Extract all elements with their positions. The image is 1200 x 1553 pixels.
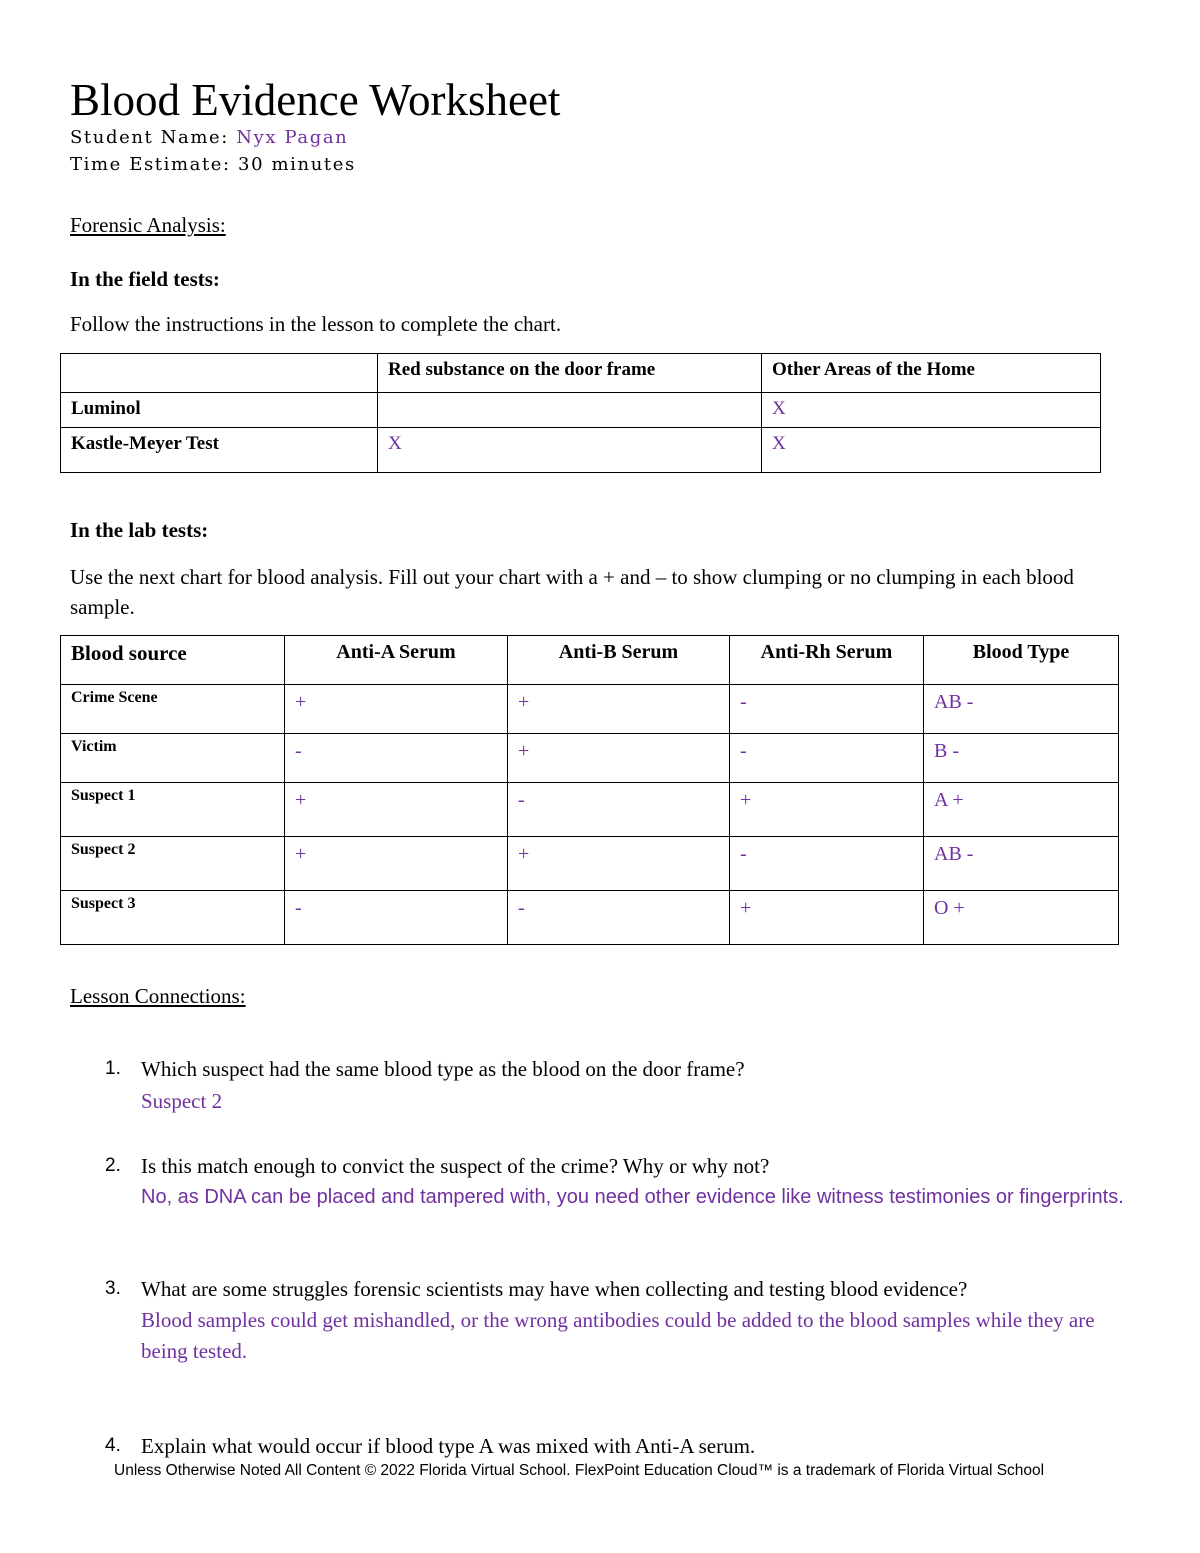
anti-b-value: - [508,783,730,837]
table-row [61,783,1119,837]
table-row [61,837,1119,891]
anti-rh-value: - [730,734,924,783]
kastle-meyer-other-areas-cell: X [762,428,1101,473]
kastle-meyer-door-frame-cell: X [378,428,762,473]
anti-a-value: + [285,685,508,734]
anti-rh-value: + [730,891,924,945]
field-header-blank [61,354,378,393]
answer-text: Blood samples could get mishandled, or the wrong antibodies could be added to the blood samples while they are being tested. [141,1308,1095,1363]
anti-rh-value: - [730,685,924,734]
source-victim: Victim [61,734,285,783]
answer-text: Suspect 2 [141,1089,223,1113]
anti-a-value: + [285,837,508,891]
anti-a-value: - [285,891,508,945]
table-row [61,685,1119,734]
source-suspect-1: Suspect 1 [61,783,285,837]
blood-type-value: AB - [924,837,1119,891]
question-text: Is this match enough to convict the suspect of the crime? Why or why not? [141,1154,770,1178]
field-tests-heading: In the field tests: [70,267,220,291]
anti-a-value: + [285,783,508,837]
field-header-door-frame: Red substance on the door frame [378,354,762,393]
header-anti-a: Anti-A Serum [285,636,508,685]
table-row [61,734,1119,783]
field-instructions: Follow the instructions in the lesson to complete the chart. [70,312,562,336]
anti-a-value: - [285,734,508,783]
blood-type-value: B - [924,734,1119,783]
student-name-line [70,127,348,148]
student-name-label: Student Name: [70,127,229,148]
blood-type-value: O + [924,891,1119,945]
anti-b-value: - [508,891,730,945]
forensic-analysis-heading: Forensic Analysis: [70,213,226,237]
question-number: 4. [105,1435,121,1456]
question-text: What are some struggles forensic scientists may have when collecting and testing blood evidence? [141,1277,968,1301]
header-blood-type: Blood Type [924,636,1119,685]
table-row [61,393,1101,428]
field-table-header-row [61,354,1101,393]
header-anti-b: Anti-B Serum [508,636,730,685]
answer-text: No, as DNA can be placed and tampered with, you need other evidence like witness testimonies or fingerprints. [141,1186,1124,1208]
question-text: Which suspect had the same blood type as the blood on the door frame? [141,1057,745,1081]
anti-b-value: + [508,734,730,783]
source-suspect-2: Suspect 2 [61,837,285,891]
page-title: Blood Evidence Worksheet [70,75,561,125]
lab-tests-heading: In the lab tests: [70,518,209,542]
lab-instructions: Use the next chart for blood analysis. Fill out your chart with a + and – to show clumping or no clumping in each blood sample. [70,565,1074,619]
anti-b-value: + [508,837,730,891]
question-number: 2. [105,1155,121,1176]
header-blood-source: Blood source [61,636,285,685]
field-header-other-areas: Other Areas of the Home [762,354,1101,393]
source-suspect-3: Suspect 3 [61,891,285,945]
copyright-footer: Unless Otherwise Noted All Content © 2022 Florida Virtual School. FlexPoint Education Cloud™ is a trademark of Florida Virtual School [114,1462,1045,1479]
question-text: Explain what would occur if blood type A was mixed with Anti-A serum. [141,1434,756,1458]
luminol-door-frame-cell [378,393,762,428]
row-label-luminol: Luminol [61,393,378,428]
table-row [61,891,1119,945]
anti-rh-value: - [730,837,924,891]
anti-rh-value: + [730,783,924,837]
blood-analysis-table [60,635,1119,945]
header-anti-rh: Anti-Rh Serum [730,636,924,685]
source-crime-scene: Crime Scene [61,685,285,734]
blood-type-value: AB - [924,685,1119,734]
student-name-value: Nyx Pagan [236,127,349,148]
question-number: 3. [105,1278,121,1299]
question-number: 1. [105,1058,121,1079]
time-estimate: Time Estimate: 30 minutes [70,154,356,175]
lab-table-header-row [61,636,1119,685]
blood-type-value: A + [924,783,1119,837]
anti-b-value: + [508,685,730,734]
row-label-kastle-meyer: Kastle-Meyer Test [61,428,378,473]
lesson-connections-heading: Lesson Connections: [70,984,246,1008]
table-row [61,428,1101,473]
luminol-other-areas-cell: X [762,393,1101,428]
field-tests-table [60,353,1101,473]
